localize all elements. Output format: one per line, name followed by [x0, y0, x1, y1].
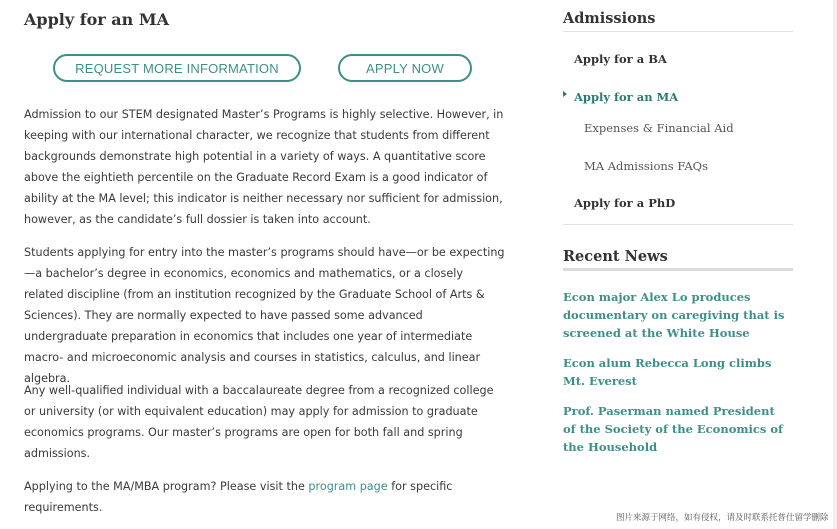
scrollbar[interactable]: [833, 0, 837, 529]
admissions-divider: [563, 31, 793, 32]
program-page-link[interactable]: program page: [308, 480, 388, 493]
active-caret-icon: [563, 91, 567, 97]
apply-now-button[interactable]: APPLY NOW: [338, 54, 472, 82]
nav-apply-phd[interactable]: Apply for a PhD: [574, 196, 676, 210]
admission-paragraph: Admission to our STEM designated Master’s Programs is highly selective. However, in keeping with our international character, we recognize that students from different backgrounds demonstrate high potential in a variety of ways. A quantitative score above the eightieth percentile on the Graduate Record Exam is a good indicator of ability at the MA level; this indicator is neither necessary nor sufficient for admission, however, as the candidate’s full dossier is taken into account.: [24, 108, 504, 226]
news-item-paserman[interactable]: Prof. Paserman named President of the Society of the Economics of the Household: [563, 404, 783, 454]
recent-news-heading: Recent News: [563, 248, 668, 265]
mba-text-before: Applying to the MA/MBA program? Please visit the: [24, 480, 309, 493]
requirements-paragraph: Students applying for entry into the master’s programs should have—or be expecting—a bachelor’s degree in economics, economics and mathematics, or a closely related discipline (from an institution recognized by the Graduate School of Arts & Sciences). They are normally expected to have passed some advanced undergraduate preparation in economics that includes one year of intermediate macro- and microeconomic analysis and courses in statistics, calculus, and linear algebra.: [24, 246, 505, 385]
nav-apply-ma[interactable]: Apply for an MA: [574, 90, 679, 104]
nav-divider: [563, 224, 793, 225]
eligibility-paragraph: Any well-qualified individual with a baccalaureate degree from a recognized college or university (or with equivalent education) may apply for admission to graduate economics programs. Our master’s programs are open for both fall and spring admissions.: [24, 384, 494, 460]
news-item-alex-lo[interactable]: Econ major Alex Lo produces documentary on caregiving that is screened at the White House: [563, 290, 785, 340]
nav-expenses-financial-aid[interactable]: Expenses & Financial Aid: [584, 121, 734, 135]
nav-ma-admissions-faqs[interactable]: MA Admissions FAQs: [584, 159, 708, 173]
mba-paragraph: [24, 476, 506, 518]
nav-apply-ba[interactable]: Apply for a BA: [574, 52, 667, 66]
request-more-information-button[interactable]: REQUEST MORE INFORMATION: [53, 54, 301, 82]
mba-text-after: for specific requirements.: [24, 480, 453, 514]
page-title: Apply for an MA: [24, 10, 169, 29]
admissions-heading: Admissions: [563, 10, 656, 27]
recent-news-divider: [563, 268, 793, 271]
news-item-rebecca-long[interactable]: Econ alum Rebecca Long climbs Mt. Everest: [563, 356, 772, 388]
watermark-text: 图片来源于网络，如有侵权，请及时联系托普仕留学删除: [616, 513, 829, 523]
